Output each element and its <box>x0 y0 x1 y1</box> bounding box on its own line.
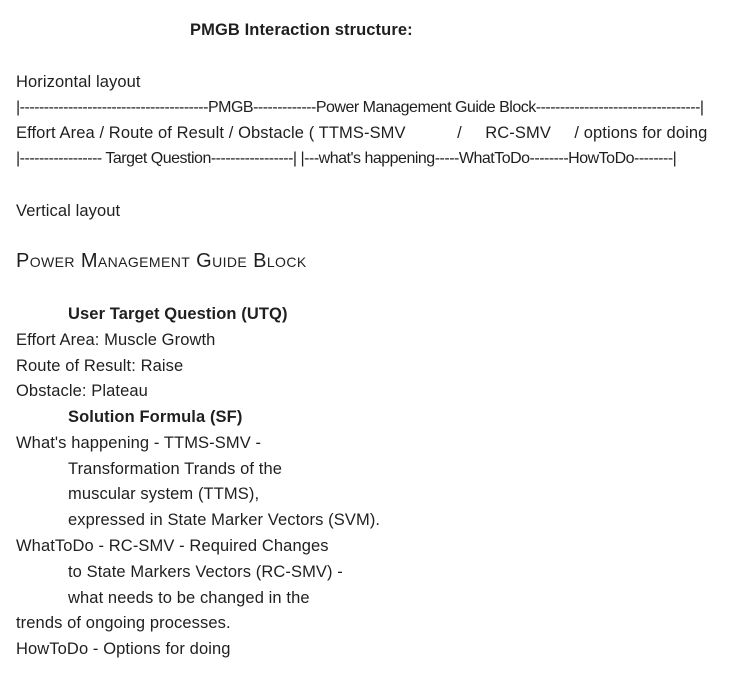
whats-happening-line: What's happening - TTMS-SMV - <box>16 434 262 452</box>
effort-area-line: Effort Area: Muscle Growth <box>16 331 216 349</box>
whats-happening-line: Transformation Trands of the <box>68 460 283 478</box>
sf-heading: Solution Formula (SF) <box>68 408 243 426</box>
document-title: PMGB Interaction structure: <box>190 21 413 39</box>
vertical-layout-heading: Vertical layout <box>16 202 121 220</box>
horizontal-layout-heading: Horizontal layout <box>16 73 141 91</box>
horizontal-row-pmgb: |---------------------------------------PMGB-------------Power Management Guide Block----------------------------------| <box>16 99 704 116</box>
whats-happening-line: expressed in State Marker Vectors (SVM). <box>68 511 381 529</box>
whattodo-line: WhatToDo - RC-SMV - Required Changes <box>16 537 329 555</box>
route-of-result-line: Route of Result: Raise <box>16 357 184 375</box>
obstacle-line: Obstacle: Plateau <box>16 382 148 400</box>
horizontal-row-targets: |----------------- Target Question-----------------| |---what's happening-----WhatToDo--------HowToDo--------| <box>16 150 677 167</box>
howtodo-line: HowToDo - Options for doing <box>16 640 231 658</box>
whats-happening-line: muscular system (TTMS), <box>68 485 260 503</box>
block-title: Power Management Guide Block <box>16 250 307 272</box>
horizontal-row-columns: Effort Area / Route of Result / Obstacle ( TTMS-SMV / RC-SMV / options for doing <box>16 124 708 142</box>
whattodo-line: trends of ongoing processes. <box>16 614 231 632</box>
whattodo-line: to State Markers Vectors (RC-SMV) - <box>68 563 343 581</box>
whattodo-line: what needs to be changed in the <box>68 589 310 607</box>
utq-heading: User Target Question (UTQ) <box>68 305 288 323</box>
